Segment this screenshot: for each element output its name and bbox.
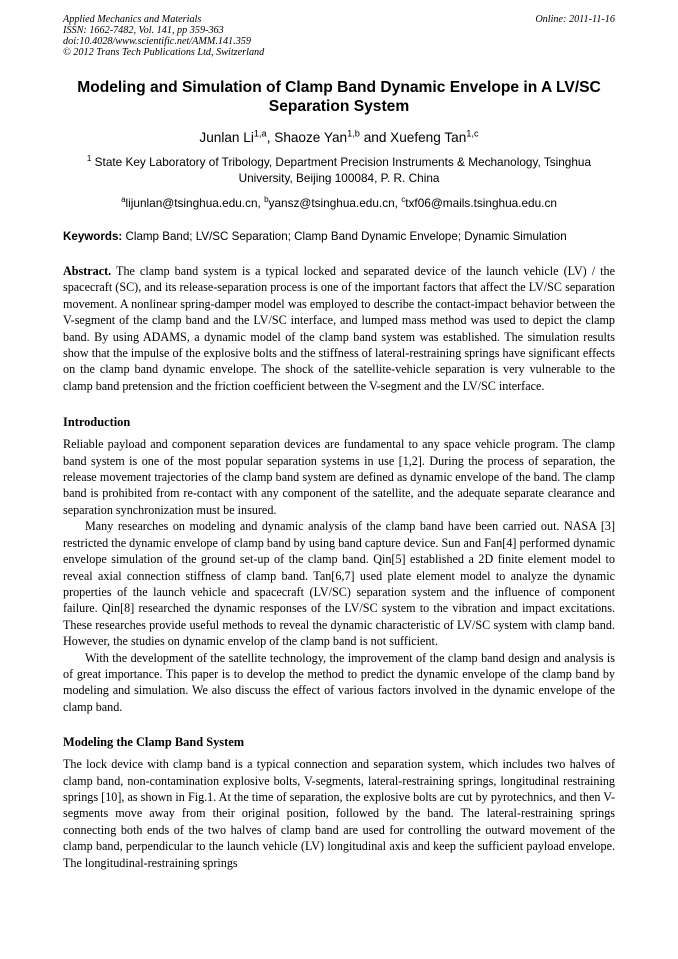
copyright-line: © 2012 Trans Tech Publications Ltd, Switzerland (63, 47, 265, 58)
author-name: Shaoze Yan (274, 130, 348, 145)
email-address: txf06@mails.tsinghua.edu.cn (405, 196, 557, 210)
keywords-text: Clamp Band; LV/SC Separation; Clamp Band Dynamic Envelope; Dynamic Simulation (122, 230, 567, 243)
paragraph: Reliable payload and component separation devices are fundamental to any space vehicle program. The clamp band system is one of the most popular separation systems in use [1,2]. During the process of separation, the release movement trajectories of the clamp band system are defined as dynamic envelope of the band. The clamp band is prohibited from re-contact with any component of the satellite, and the adequate separate clearance and separation synchronization must be insured. (63, 437, 615, 517)
email-superscript: a (121, 195, 126, 205)
keywords-label: Keywords: (63, 230, 123, 243)
paragraph: With the development of the satellite technology, the improvement of the clamp band design and analysis is of great importance. This paper is to develop the method to predict the dynamic envelope of the clamp band by modeling and simulation. We also discuss the effect of various factors involved in the dynamic envelope of the clamp band. (63, 650, 615, 714)
paper-title: Modeling and Simulation of Clamp Band Dynamic Envelope in A LV/SC Separation System (77, 79, 601, 115)
email-superscript: b (264, 195, 269, 205)
email-list (63, 196, 615, 211)
abstract-label: Abstract. (63, 264, 112, 278)
issn-line: ISSN: 1662-7482, Vol. 141, pp 359-363 (63, 25, 224, 36)
paragraph: The lock device with clamp band is a typical connection and separation system, which includes two halves of clamp band, non-contamination explosive bolts, V-segments, lateral-restraining springs, longitudinal restraining springs [10], as shown in Fig.1. At the time of separation, the explosive bolts are cut by pyrotechnics, and then V-segments move away from their original position, followed by the band. The lateral-restraining springs connecting both ends of the two halves of clamp band are used for controlling the outward movement of the clamp band, perpendicular to the launch vehicle (LV) longitudinal axis and keep the sufficient payload envelope. The longitudinal-restraining springs (63, 757, 615, 870)
author-separator: and (359, 130, 391, 145)
journal-header (63, 14, 615, 58)
author-name: Xuefeng Tan (390, 130, 467, 145)
section-heading-introduction: Introduction (63, 415, 131, 430)
author-superscript: 1,c (466, 128, 479, 139)
author-name: Junlan Li (199, 130, 254, 145)
email-address: yansz@tsinghua.edu.cn, (268, 196, 402, 210)
author-separator: , (266, 130, 275, 145)
affiliation-text: State Key Laboratory of Tribology, Department Precision Instruments & Mechanology, Tsinghua University, Beijing 100084, P. R. China (91, 155, 592, 185)
modeling-body (63, 756, 615, 871)
email-address: lijunlan@tsinghua.edu.cn, (125, 196, 265, 210)
online-date: Online: 2011-11-16 (535, 14, 615, 25)
journal-name: Applied Mechanics and Materials (63, 14, 202, 25)
paper-page (63, 14, 615, 871)
author-superscript: 1,b (347, 128, 360, 139)
affiliation (63, 154, 615, 186)
abstract-text: The clamp band system is a typical locked and separated device of the launch vehicle (LV) / the spacecraft (SC), and its release-separation process is one of the important factors that affect the LV/SC separation movement. A nonlinear spring-damper model was employed to describe the contact-impact behavior between the V-segment of the clamp band and the LV/SC interface, and lumped mass method was used to depict the clamp band. By using ADAMS, a dynamic model of the clamp band system was established. The simulation results show that the impulse of the explosive bolts and the stiffness of lateral-restraining springs have significant effects on the clamp band dynamic envelope. The shock of the satellite-vehicle separation is very vulnerable to the clamp band pretension and the friction coefficient between the V-segment and the LV/SC interface. (63, 264, 615, 393)
email-superscript: c (401, 195, 406, 205)
introduction-body (63, 436, 615, 715)
section-heading-modeling: Modeling the Clamp Band System (63, 735, 245, 750)
keywords (63, 229, 615, 244)
author-superscript: 1,a (253, 128, 267, 139)
paragraph: Many researches on modeling and dynamic analysis of the clamp band have been carried out. NASA [3] restricted the dynamic envelope of clamp band by using band capture device. Sun and Fan[4] performed dynamic envelope simulation of the ground set-up of the clamp band. Qin[5] established a 2D finite element model to reveal axial connection stiffness of clamp band. Tan[6,7] used plate element model to analyze the dynamic properties of the launch vehicle and spacecraft (LV/SC) separation system and the influence of component failure. Qin[8] researched the dynamic responses of the LV/SC system to the vibration and impact excitations. These researches provide useful methods to reveal the dynamic characteristic of LV/SC system with clamp band. However, the studies on dynamic envelop of the clamp band is not sufficient. (63, 519, 615, 649)
affiliation-superscript: 1 (86, 154, 92, 164)
doi-line: doi:10.4028/www.scientific.net/AMM.141.359 (63, 36, 251, 47)
author-list (63, 130, 615, 146)
abstract (63, 263, 615, 394)
